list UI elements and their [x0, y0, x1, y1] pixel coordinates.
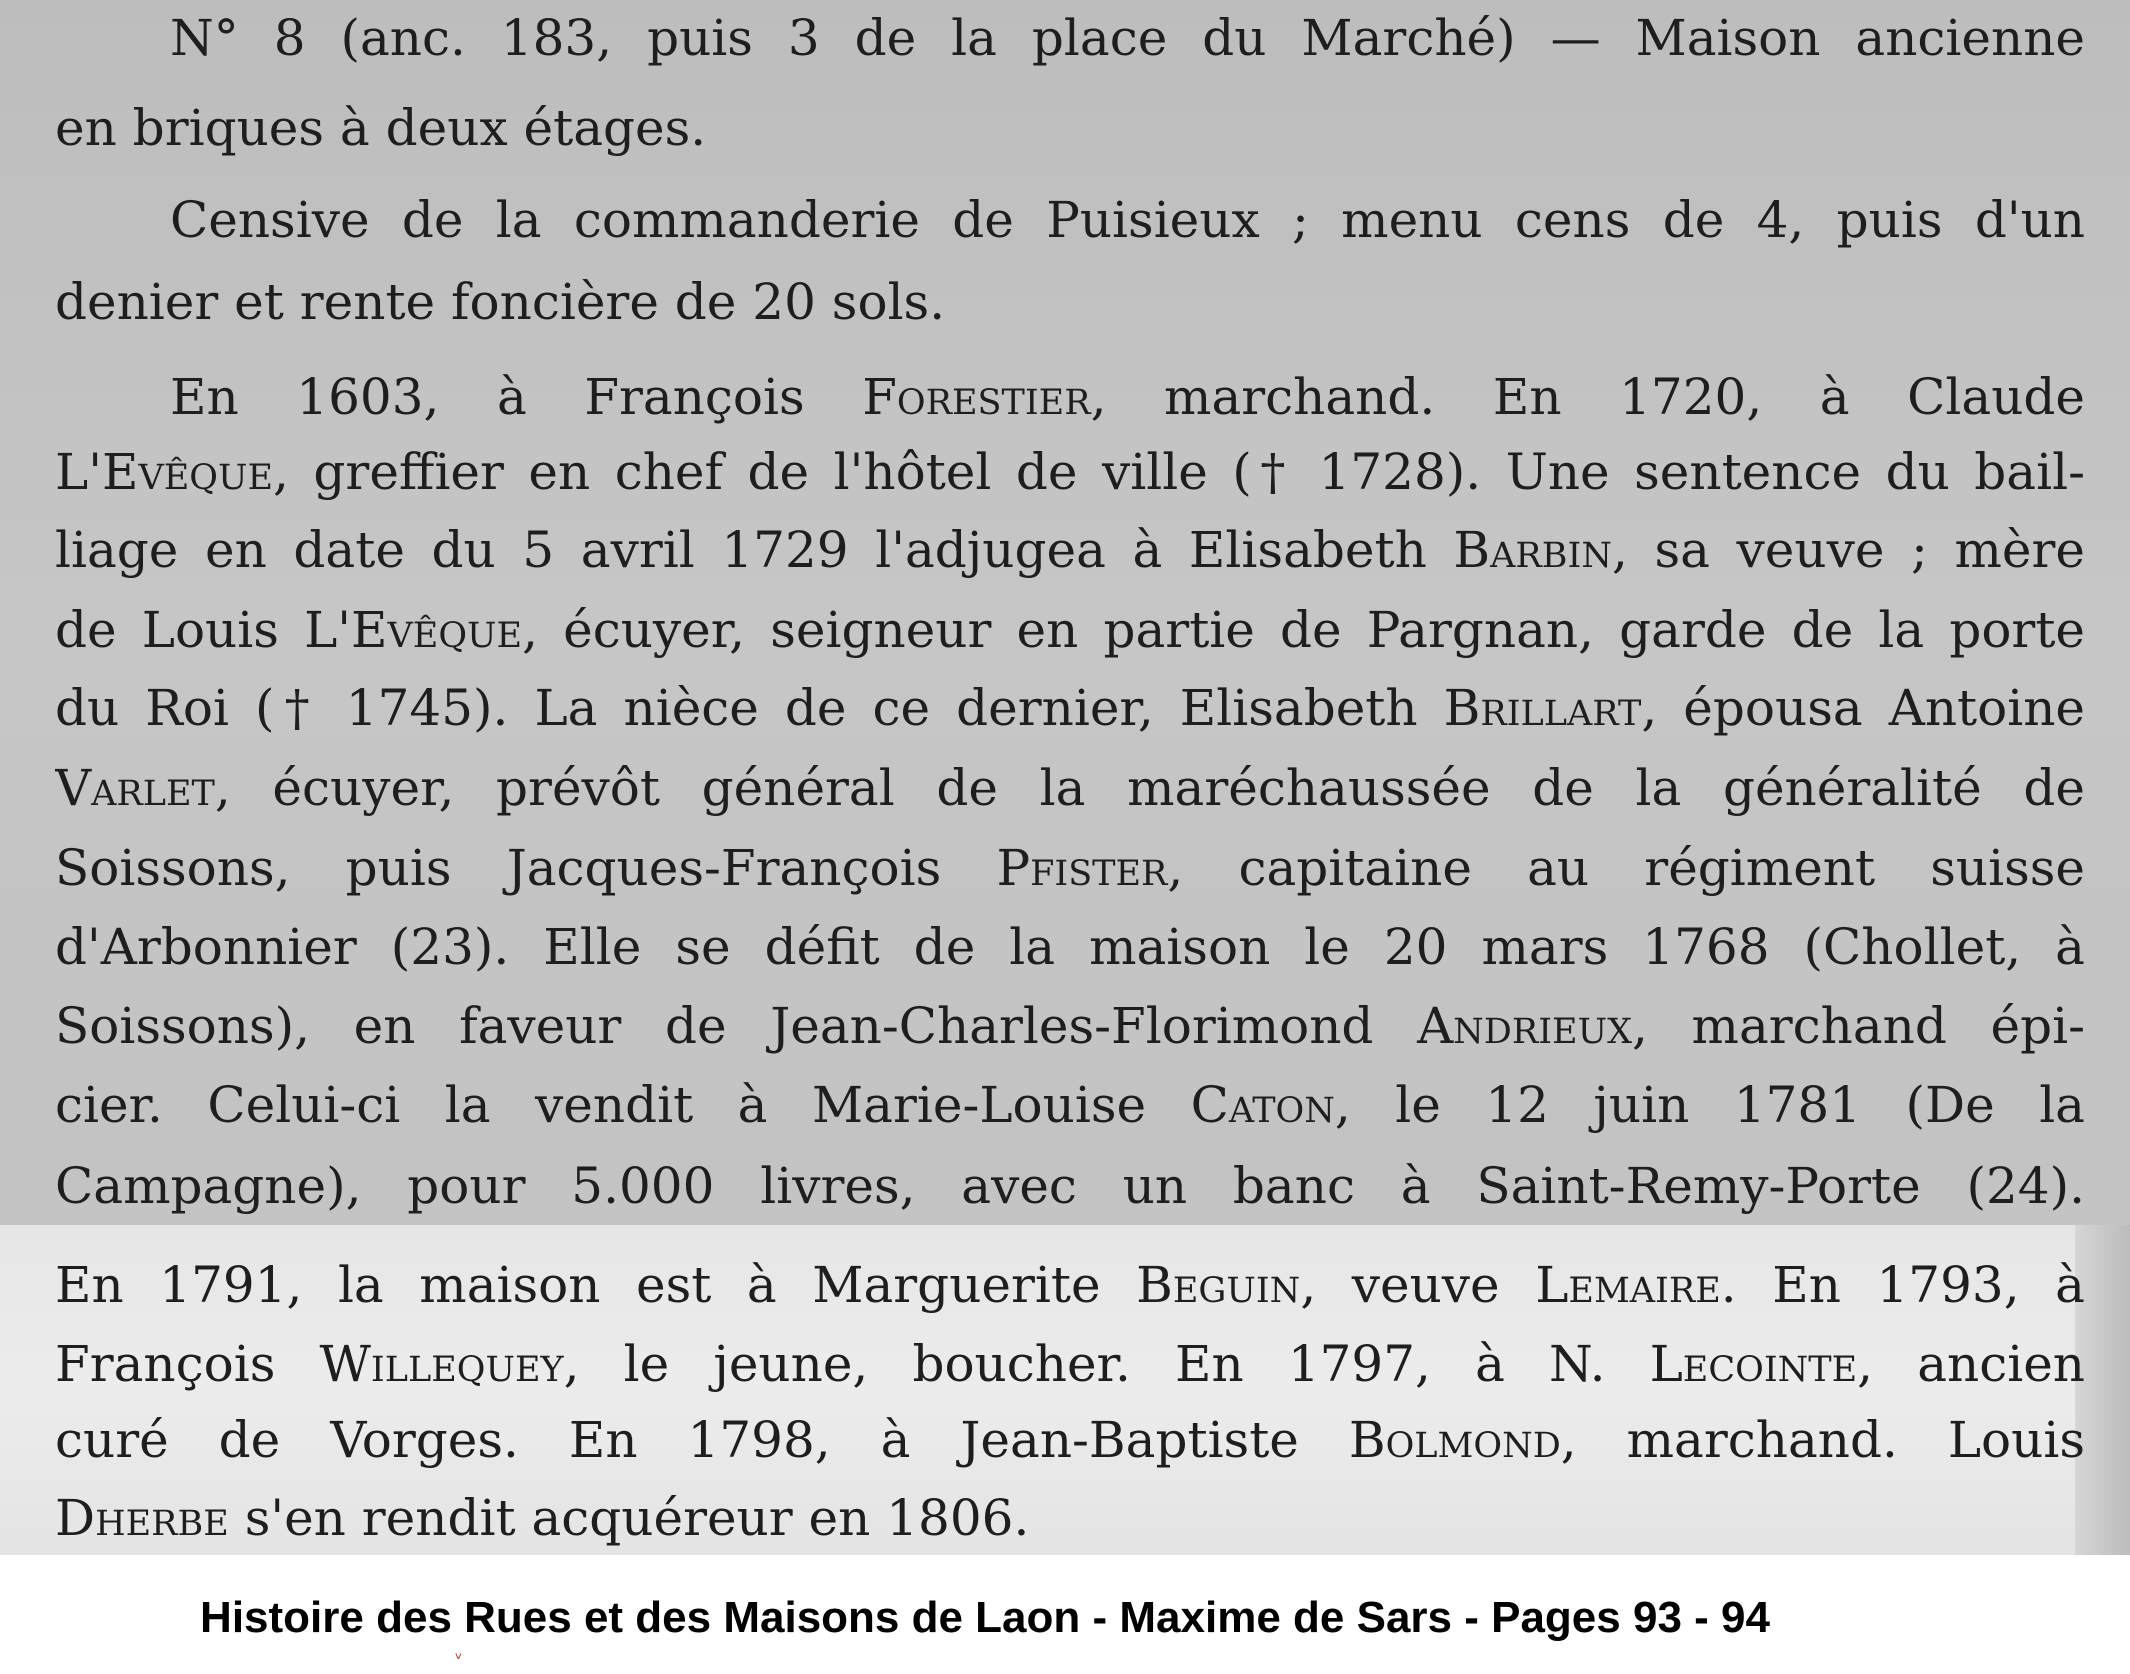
line-text: , sa veuve ; mère — [1611, 521, 2085, 579]
surname: Varlet — [55, 759, 215, 817]
line-text: cier. Celui-ci la vendit à Marie-Louise — [55, 1076, 1191, 1134]
text-line — [55, 828, 2085, 908]
line-text: , le 12 juin 1781 (De la — [1334, 1076, 2085, 1134]
text-line — [55, 590, 2085, 670]
text-line — [170, 357, 2085, 437]
surname: Dherbe — [55, 1489, 229, 1547]
text-line — [55, 907, 2085, 987]
line-text: En 1603, à François — [170, 368, 863, 426]
text-line — [55, 1400, 2085, 1480]
surname: Lecointe — [1649, 1335, 1858, 1393]
line-text: Soissons), en faveur de Jean-Charles-Florimond — [55, 997, 1418, 1055]
line-text: Censive de la commanderie de Puisieux ; menu cens de 4, puis d'un — [170, 191, 2085, 249]
line-text: , le jeune, boucher. En 1797, à N. — [563, 1335, 1650, 1393]
line-text: , écuyer, seigneur en partie de Pargnan, garde de la porte — [522, 601, 2085, 659]
line-text: , greffier en chef de l'hôtel de ville († 1728). Une sentence du bail- — [273, 443, 2085, 501]
text-line — [170, 0, 2085, 78]
red-mark-icon: ᵛ — [455, 1649, 463, 1670]
surname: Forestier — [862, 368, 1091, 426]
surname: Pfister — [996, 839, 1168, 897]
line-text: Campagne), pour 5.000 livres, avec un banc à Saint-Remy-Porte (24). — [55, 1157, 2085, 1215]
line-text: d'Arbonnier (23). Elle se défit de la maison le 20 mars 1768 (Chollet, à — [55, 918, 2085, 976]
surname: Andrieux — [1417, 997, 1633, 1055]
line-text: , épousa Antoine — [1641, 679, 2085, 737]
text-line — [55, 986, 2085, 1066]
text-line — [170, 180, 2085, 260]
text-line — [55, 432, 2085, 512]
text-line — [55, 1146, 2085, 1226]
line-text: en briques à deux étages. — [55, 99, 707, 157]
surname: Willequey — [319, 1335, 564, 1393]
text-line — [55, 1478, 2085, 1555]
line-text: , capitaine au régiment suisse — [1167, 839, 2085, 897]
source-caption: Histoire des Rues et des Maisons de Laon - Maxime de Sars - Pages 93 - 94 — [200, 1593, 1770, 1642]
line-text: , marchand épi- — [1632, 997, 2085, 1055]
line-text: , ancien — [1857, 1335, 2085, 1393]
text-line — [55, 262, 2085, 342]
line-text: N° 8 (anc. 183, puis 3 de la place du Marché) — Maison ancienne — [170, 9, 2085, 67]
line-text: , marchand. Louis — [1560, 1411, 2085, 1469]
line-text: curé de Vorges. En 1798, à Jean-Baptiste — [55, 1411, 1349, 1469]
text-line — [55, 510, 2085, 590]
surname: Bolmond — [1348, 1411, 1561, 1469]
surname: Brillart — [1443, 679, 1642, 737]
line-text: François — [55, 1335, 320, 1393]
line-text: de Louis — [55, 601, 305, 659]
text-line — [55, 748, 2085, 828]
surname: L'Evêque — [55, 443, 274, 501]
line-text: denier et rente foncière de 20 sols. — [55, 273, 946, 331]
line-text: En 1791, la maison est à Marguerite — [55, 1256, 1137, 1314]
surname: Beguin — [1136, 1256, 1301, 1314]
surname: L'Evêque — [304, 601, 523, 659]
surname: Lemaire — [1535, 1256, 1721, 1314]
line-text: , marchand. En 1720, à Claude — [1090, 368, 2085, 426]
line-text: . En 1793, à — [1720, 1256, 2085, 1314]
line-text: , veuve — [1300, 1256, 1536, 1314]
surname: Barbin — [1453, 521, 1612, 579]
line-text: Soissons, puis Jacques-François — [55, 839, 997, 897]
text-line — [55, 1324, 2085, 1404]
line-text: , écuyer, prévôt général de la maréchaussée de la généralité de — [214, 759, 2085, 817]
line-text: s'en rendit acquéreur en 1806. — [228, 1489, 1030, 1547]
text-line — [55, 1245, 2085, 1325]
text-line — [55, 1065, 2085, 1145]
line-text: liage en date du 5 avril 1729 l'adjugea à Elisabeth — [55, 521, 1454, 579]
surname: Caton — [1190, 1076, 1335, 1134]
text-line — [55, 668, 2085, 748]
text-line — [55, 88, 2085, 168]
line-text: du Roi († 1745). La nièce de ce dernier, Elisabeth — [55, 679, 1444, 737]
